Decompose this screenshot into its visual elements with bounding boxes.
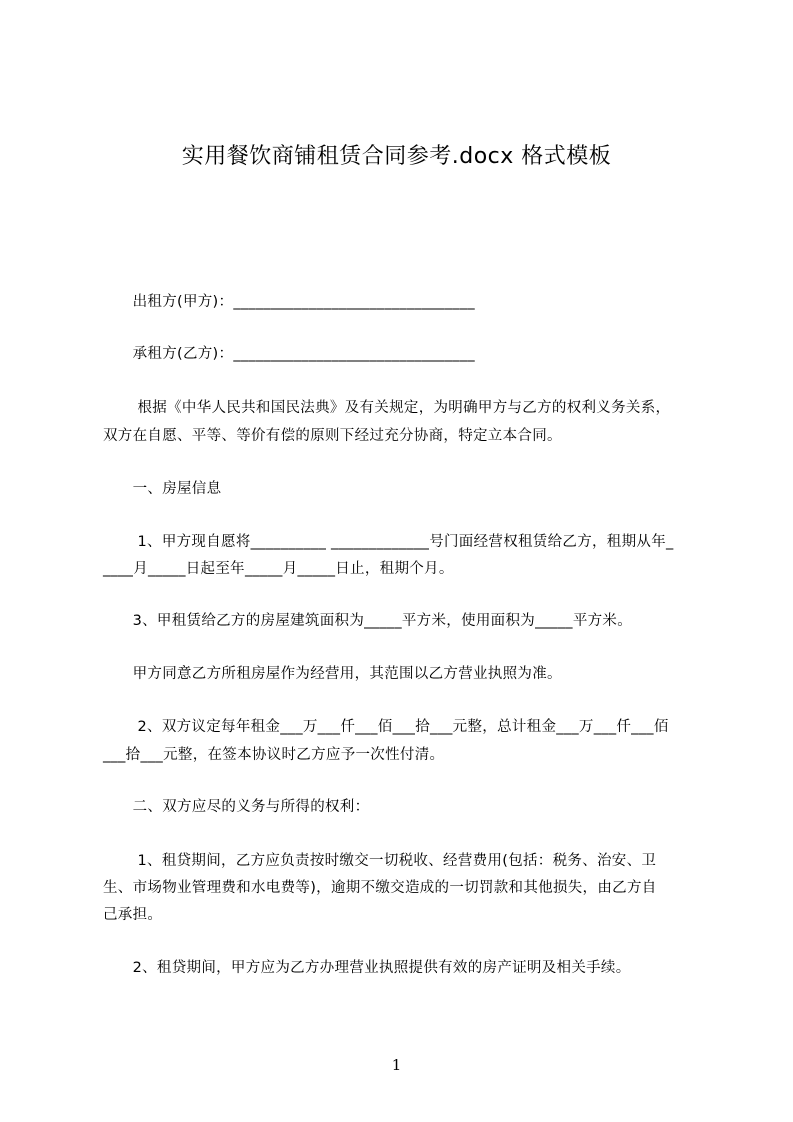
preamble-line-2: 双方在自愿、平等、等价有偿的原则下经过充分协商，特定立本合同。 xyxy=(103,428,562,444)
lessee-line: 承租方(乙方)：________________________________ xyxy=(103,346,475,362)
duty-1-line-2: 生、市场物业管理费和水电费等)，逾期不缴交造成的一切罚款和其他损失，由乙方自 xyxy=(103,880,657,896)
duty-1-line-1: 1、租贷期间，乙方应负责按时缴交一切税收、经营费用(包括：税务、治安、卫 xyxy=(103,853,657,869)
clause-1-line-1: 1、甲方现自愿将__________ _____________号门面经营权租赁给乙方，租期从年_ xyxy=(103,534,674,550)
clause-2-line-1: 2、双方议定每年租金___万___仟___佰___拾___元整，总计租金___万___仟___佰 xyxy=(103,719,669,735)
preamble-line-1: 根据《中华人民共和国民法典》及有关规定，为明确甲方与乙方的权利义务关系， xyxy=(103,400,671,416)
section-1-heading: 一、房屋信息 xyxy=(103,481,222,497)
page-number: 1 xyxy=(391,1056,402,1074)
duty-1-line-3: 己承担。 xyxy=(103,907,163,923)
lessor-line: 出租方(甲方)：________________________________ xyxy=(103,294,475,310)
section-2-heading: 二、双方应尽的义务与所得的权利： xyxy=(103,799,370,815)
clause-1-line-2: ____月_____日起至年_____月_____日止，租期个月。 xyxy=(103,561,454,577)
document-title: 实用餐饮商铺租赁合同参考.docx 格式模板 xyxy=(181,144,612,169)
clause-3-line: 3、甲租赁给乙方的房屋建筑面积为_____平方米，使用面积为_____平方米。 xyxy=(103,613,633,629)
usage-line: 甲方同意乙方所租房屋作为经营用，其范围以乙方营业执照为准。 xyxy=(103,666,562,682)
clause-2-line-2: ___拾___元整，在签本协议时乙方应予一次性付清。 xyxy=(103,747,445,763)
duty-2-line: 2、租贷期间，甲方应为乙方办理营业执照提供有效的房产证明及相关手续。 xyxy=(103,960,631,976)
